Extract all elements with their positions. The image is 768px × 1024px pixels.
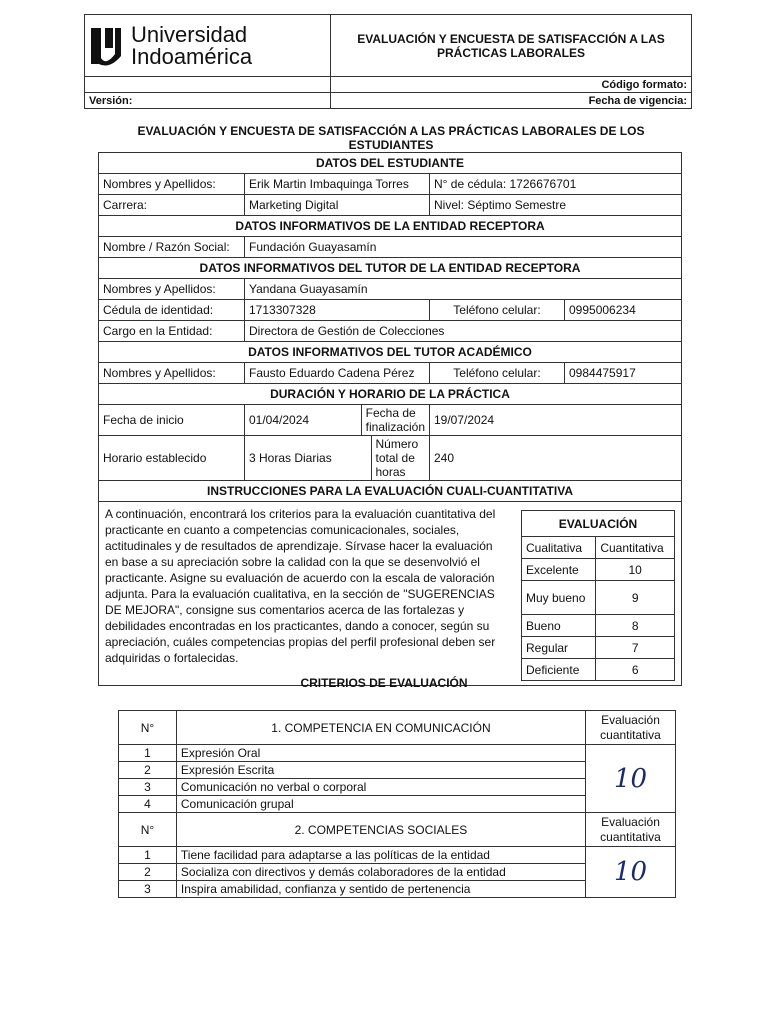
scale-value: 10 <box>596 559 675 581</box>
section-tutor-entidad: DATOS INFORMATIVOS DEL TUTOR DE LA ENTIDAD RECEPTORA <box>99 258 682 279</box>
scale-table <box>521 510 675 681</box>
tutor-cargo-label: Cargo en la Entidad: <box>99 321 245 342</box>
document-header <box>84 14 692 108</box>
logo-text-line2: Indoamérica <box>131 43 253 69</box>
academico-telefono-value: 0984475917 <box>565 363 682 384</box>
academico-telefono-label: Teléfono celular: <box>430 363 565 384</box>
carrera-value: Marketing Digital <box>245 195 430 216</box>
fecha-fin-label: Fecha de finalización <box>361 405 429 435</box>
item-text: Expresión Escrita <box>176 762 585 779</box>
item-number: 1 <box>119 745 177 762</box>
logo-text-line1: Universidad <box>131 21 248 47</box>
item-text: Tiene facilidad para adaptarse a las políticas de la entidad <box>176 847 585 864</box>
item-text: Expresión Oral <box>176 745 585 762</box>
criterios-title: CRITERIOS DE EVALUACIÓN <box>300 676 468 690</box>
doc-title: EVALUACIÓN Y ENCUESTA DE SATISFACCIÓN A LAS PRÁCTICAS LABORALES <box>331 15 692 77</box>
eval-header: Evaluación cuantitativa <box>586 813 676 847</box>
scale-label: Deficiente <box>522 659 596 681</box>
section-instrucciones: INSTRUCCIONES PARA LA EVALUACIÓN CUALI-CUANTITATIVA <box>99 481 682 502</box>
nombres-label: Nombres y Apellidos: <box>99 174 245 195</box>
scale-title: EVALUACIÓN <box>522 511 675 537</box>
item-number: 2 <box>119 864 177 881</box>
academico-nombres-label: Nombres y Apellidos: <box>99 363 245 384</box>
item-number: 4 <box>119 796 177 813</box>
nombres-value: Erik Martin Imbaquinga Torres <box>245 174 430 195</box>
university-logo-icon <box>89 22 123 70</box>
academico-nombres-value: Fausto Eduardo Cadena Pérez <box>245 363 430 384</box>
scale-value: 8 <box>596 615 675 637</box>
horario-value: 3 Horas Diarias <box>249 451 332 465</box>
item-text: Inspira amabilidad, confianza y sentido de pertenencia <box>176 881 585 898</box>
scale-label: Muy bueno <box>522 581 596 615</box>
instructions-text: A continuación, encontrará los criterios para la evaluación cuantitativa del practicante en cuanto a competencias comunicacionales, sociales, actitudinales y de resultados de aprendizaje. Sírvase hacer la evaluación en base a su apreciación sobre la calidad con la que se desenvolvió el practicante. Asigne su evaluación de acuerdo con la escala de valoración adjunta. Para la evaluación cualitativa, en la sección de "SUGERENCIAS DE MEJORA", consigne sus comentarios acerca de las fortalezas y debilidades encontradas en los practicantes, dando a conocer, según su apreciación, cuáles competencias propias del perfil profesional deben ser adquiridas o fortalecidas. <box>105 507 496 665</box>
tutor-nombres-value: Yandana Guayasamín <box>245 279 682 300</box>
main-title: EVALUACIÓN Y ENCUESTA DE SATISFACCIÓN A LAS PRÁCTICAS LABORALES DE LOS ESTUDIANTES <box>137 124 645 152</box>
scale-value: 7 <box>596 637 675 659</box>
scale-label: Regular <box>522 637 596 659</box>
student-data-table <box>98 152 682 686</box>
item-number: 3 <box>119 881 177 898</box>
tutor-telefono-value: 0995006234 <box>565 300 682 321</box>
num-header: N° <box>119 813 177 847</box>
section2-grade: 10 <box>586 847 676 898</box>
scale-value: 9 <box>596 581 675 615</box>
fecha-inicio-value: 01/04/2024 <box>249 413 310 427</box>
item-text: Comunicación no verbal o corporal <box>176 779 585 796</box>
tutor-cedula-value: 1713307328 <box>245 300 430 321</box>
item-number: 2 <box>119 762 177 779</box>
section-tutor-academico: DATOS INFORMATIVOS DEL TUTOR ACADÉMICO <box>99 342 682 363</box>
fecha-vigencia-label: Fecha de vigencia: <box>331 93 692 109</box>
tutor-cargo-value: Directora de Gestión de Colecciones <box>245 321 682 342</box>
item-number: 3 <box>119 779 177 796</box>
nivel-value: Nivel: Séptimo Semestre <box>430 195 682 216</box>
razon-social-label: Nombre / Razón Social: <box>99 237 245 258</box>
tutor-cedula-label: Cédula de identidad: <box>99 300 245 321</box>
fecha-fin-value: 19/07/2024 <box>430 405 682 436</box>
version-label: Versión: <box>85 93 331 109</box>
item-number: 1 <box>119 847 177 864</box>
razon-social-value: Fundación Guayasamín <box>245 237 682 258</box>
horario-label: Horario establecido <box>99 436 245 481</box>
item-text: Comunicación grupal <box>176 796 585 813</box>
tutor-nombres-label: Nombres y Apellidos: <box>99 279 245 300</box>
criterios-table <box>118 710 676 898</box>
total-horas-value: 240 <box>430 436 682 481</box>
logo-cell <box>85 15 331 77</box>
scale-col-cuantitativa: Cuantitativa <box>596 537 675 559</box>
section1-title: 1. COMPETENCIA EN COMUNICACIÓN <box>176 711 585 745</box>
eval-header: Evaluación cuantitativa <box>586 711 676 745</box>
section-duracion: DURACIÓN Y HORARIO DE LA PRÁCTICA <box>99 384 682 405</box>
total-horas-label: Número total de horas <box>371 436 429 480</box>
section-entidad: DATOS INFORMATIVOS DE LA ENTIDAD RECEPTORA <box>99 216 682 237</box>
item-text: Socializa con directivos y demás colaboradores de la entidad <box>176 864 585 881</box>
scale-label: Bueno <box>522 615 596 637</box>
section1-grade: 10 <box>586 745 676 813</box>
tutor-telefono-label: Teléfono celular: <box>430 300 565 321</box>
section-estudiante: DATOS DEL ESTUDIANTE <box>99 153 682 174</box>
carrera-label: Carrera: <box>99 195 245 216</box>
scale-label: Excelente <box>522 559 596 581</box>
fecha-inicio-label: Fecha de inicio <box>99 405 245 436</box>
section2-title: 2. COMPETENCIAS SOCIALES <box>176 813 585 847</box>
scale-value: 6 <box>596 659 675 681</box>
cedula-estudiante: N° de cédula: 1726676701 <box>430 174 682 195</box>
num-header: N° <box>119 711 177 745</box>
codigo-formato-label: Código formato: <box>331 77 692 93</box>
scale-col-cualitativa: Cualitativa <box>522 537 596 559</box>
